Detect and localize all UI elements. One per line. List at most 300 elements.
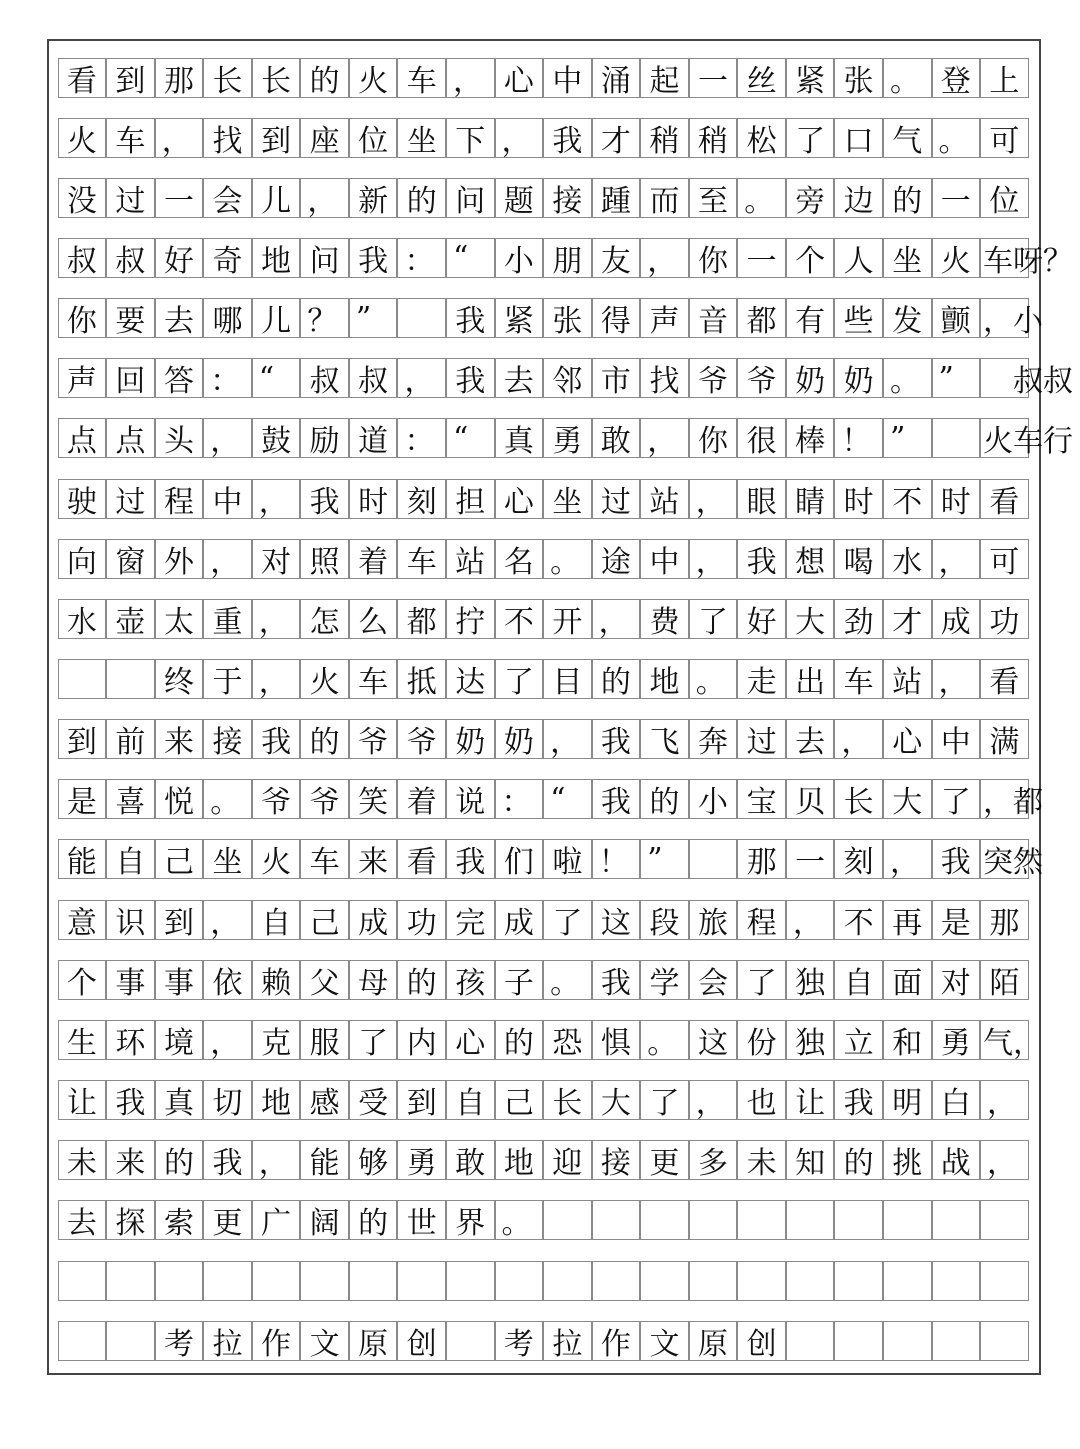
grid-cell: 答	[155, 358, 204, 398]
grid-cell: 时	[932, 479, 981, 519]
grid-cell: 母	[349, 960, 398, 1000]
grid-cell: 到	[252, 118, 301, 158]
grid-cell	[446, 1321, 495, 1361]
grid-cell: 。	[932, 118, 981, 158]
grid-cell: 阔	[300, 1200, 349, 1240]
grid-cell: 的	[397, 178, 446, 218]
grid-cell	[689, 1261, 738, 1301]
grid-cell: 那	[980, 900, 1029, 940]
grid-cell: 奶	[495, 719, 544, 759]
grid-cell	[106, 1261, 155, 1301]
grid-cell: 车	[106, 118, 155, 158]
grid-cell: 站	[883, 659, 932, 699]
grid-cell: 一	[737, 238, 786, 278]
grid-cell: ！	[834, 418, 883, 458]
grid-cell: 长	[834, 779, 883, 819]
grid-cell: ，	[932, 659, 981, 699]
grid-cell	[203, 1261, 252, 1301]
grid-cell: 我	[446, 839, 495, 879]
grid-cell	[737, 1261, 786, 1301]
grid-cell: 叔	[349, 358, 398, 398]
grid-cell: ，	[543, 719, 592, 759]
grid-cell: 车	[349, 659, 398, 699]
grid-cell: ，都	[980, 779, 1029, 819]
grid-cell: 么	[349, 599, 398, 639]
grid-cell: 不	[834, 900, 883, 940]
grid-cell: ，	[883, 839, 932, 879]
grid-cell: 能	[58, 839, 107, 879]
grid-cell: 点	[58, 418, 107, 458]
grid-cell	[883, 1200, 932, 1240]
grid-cell: 了	[640, 1080, 689, 1120]
grid-row	[59, 839, 1044, 881]
grid-cell: 看	[58, 58, 107, 98]
grid-row	[59, 1020, 1044, 1061]
grid-row	[59, 238, 1074, 279]
grid-cell	[689, 839, 738, 879]
grid-cell	[834, 1261, 883, 1301]
grid-cell	[883, 1321, 932, 1361]
grid-cell: 一	[786, 839, 835, 879]
grid-cell: 内	[397, 1020, 446, 1060]
grid-cell: ，	[834, 719, 883, 759]
grid-cell: 作	[252, 1321, 301, 1361]
grid-cell: ，	[980, 1140, 1029, 1180]
grid-cell: 中	[543, 58, 592, 98]
grid-cell: 达	[446, 659, 495, 699]
grid-cell: 让	[58, 1080, 107, 1120]
grid-cell: 可	[980, 539, 1029, 579]
grid-cell	[737, 1200, 786, 1240]
grid-cell: 勇	[543, 418, 592, 458]
grid-cell: 。	[640, 1020, 689, 1060]
grid-cell: 飞	[640, 719, 689, 759]
grid-cell: 都	[397, 599, 446, 639]
grid-cell: 题	[495, 178, 544, 218]
grid-cell: 才	[883, 599, 932, 639]
grid-cell: 了	[543, 900, 592, 940]
grid-cell	[592, 1200, 641, 1240]
grid-cell: 紧	[495, 298, 544, 338]
grid-cell: 宝	[737, 779, 786, 819]
grid-cell: 登	[932, 58, 981, 98]
grid-cell: 真	[155, 1080, 204, 1120]
grid-cell: 的	[300, 58, 349, 98]
grid-cell: 大	[592, 1080, 641, 1120]
grid-cell: 个	[786, 238, 835, 278]
grid-cell	[640, 1200, 689, 1240]
grid-cell: 丝	[737, 58, 786, 98]
grid-cell: 的	[834, 1140, 883, 1180]
grid-cell: 的	[300, 719, 349, 759]
grid-cell: 爷	[252, 779, 301, 819]
grid-cell: 大	[883, 779, 932, 819]
grid-cell: ，	[155, 118, 204, 158]
grid-cell: 有	[786, 298, 835, 338]
grid-cell: 份	[737, 1020, 786, 1060]
grid-cell: 不	[495, 599, 544, 639]
grid-cell: 战	[932, 1140, 981, 1180]
grid-cell: ：	[203, 358, 252, 398]
grid-cell: 我	[203, 1140, 252, 1180]
grid-cell: 对	[252, 539, 301, 579]
grid-row	[59, 960, 1030, 1000]
grid-cell: 己	[155, 839, 204, 879]
grid-cell: 自	[106, 839, 155, 879]
grid-cell: 看	[397, 839, 446, 879]
grid-cell: 创	[737, 1321, 786, 1361]
grid-cell: 儿	[252, 298, 301, 338]
grid-cell: ，	[689, 479, 738, 519]
grid-cell: 受	[349, 1080, 398, 1120]
grid-cell: 开	[543, 599, 592, 639]
grid-cell: 过	[592, 479, 641, 519]
grid-cell: ，	[397, 358, 446, 398]
grid-cell: 位	[980, 178, 1029, 218]
grid-cell: 好	[737, 599, 786, 639]
grid-cell	[58, 1321, 107, 1361]
grid-cell: 地	[252, 1080, 301, 1120]
grid-cell: 。	[737, 178, 786, 218]
grid-cell: ，	[980, 1080, 1029, 1120]
grid-cell: 长	[252, 58, 301, 98]
grid-cell: 涌	[592, 58, 641, 98]
grid-cell: 过	[737, 719, 786, 759]
grid-cell: ：	[397, 238, 446, 278]
grid-cell: ，	[203, 900, 252, 940]
grid-cell: 会	[689, 960, 738, 1000]
grid-row	[59, 1321, 1030, 1361]
grid-cell: 满	[980, 719, 1029, 759]
grid-cell	[980, 1321, 1029, 1361]
grid-cell: 考	[155, 1321, 204, 1361]
grid-cell	[592, 1261, 641, 1301]
grid-cell: 是	[932, 900, 981, 940]
grid-row	[59, 900, 1030, 940]
grid-cell: 过	[106, 178, 155, 218]
grid-cell: 奶	[446, 719, 495, 759]
grid-cell: 叔叔	[980, 358, 1029, 398]
grid-cell: 刻	[834, 839, 883, 879]
grid-cell: 面	[883, 960, 932, 1000]
grid-cell: ，	[252, 659, 301, 699]
grid-cell: 的	[155, 1140, 204, 1180]
grid-cell: 火	[349, 58, 398, 98]
grid-cell: 探	[106, 1200, 155, 1240]
grid-cell: 喝	[834, 539, 883, 579]
grid-cell: 广	[252, 1200, 301, 1240]
grid-cell: 奇	[203, 238, 252, 278]
grid-cell: 我	[932, 839, 981, 879]
grid-cell: 火	[300, 659, 349, 699]
grid-cell: 劲	[834, 599, 883, 639]
grid-row	[59, 599, 1030, 639]
grid-cell: 费	[640, 599, 689, 639]
grid-cell	[58, 659, 107, 699]
grid-cell: 贝	[786, 779, 835, 819]
grid-cell: 的	[592, 659, 641, 699]
grid-cell: 名	[495, 539, 544, 579]
grid-cell: 。	[203, 779, 252, 819]
grid-cell: 索	[155, 1200, 204, 1240]
grid-cell: ，	[252, 1140, 301, 1180]
grid-cell: 考	[495, 1321, 544, 1361]
grid-cell: 紧	[786, 58, 835, 98]
grid-cell: 。	[495, 1200, 544, 1240]
grid-cell: 坐	[203, 839, 252, 879]
grid-cell: 了	[689, 599, 738, 639]
grid-cell: 走	[737, 659, 786, 699]
grid-cell: 儿	[252, 178, 301, 218]
grid-cell: 刻	[397, 479, 446, 519]
grid-cell	[349, 1261, 398, 1301]
grid-cell: 了	[349, 1020, 398, 1060]
grid-cell: 小	[495, 238, 544, 278]
grid-cell: 车	[397, 58, 446, 98]
grid-cell: 。	[543, 960, 592, 1000]
grid-cell: 文	[640, 1321, 689, 1361]
grid-row	[59, 58, 1030, 98]
grid-cell: 可	[980, 118, 1029, 158]
grid-cell: 未	[58, 1140, 107, 1180]
grid-cell: 位	[349, 118, 398, 158]
grid-cell: 睛	[786, 479, 835, 519]
grid-cell: 环	[106, 1020, 155, 1060]
grid-row	[59, 118, 1030, 158]
grid-cell: 励	[300, 418, 349, 458]
grid-cell: 站	[640, 479, 689, 519]
grid-cell: ，	[932, 539, 981, 579]
grid-row	[59, 1200, 1030, 1240]
grid-cell: 找	[203, 118, 252, 158]
grid-cell: 外	[155, 539, 204, 579]
grid-cell: “	[252, 358, 301, 398]
grid-cell: 勇	[932, 1020, 981, 1060]
grid-cell	[932, 1321, 981, 1361]
grid-cell: 上	[980, 58, 1029, 98]
grid-cell: ，小	[980, 298, 1029, 338]
grid-cell: ，	[203, 539, 252, 579]
grid-cell: 我	[446, 358, 495, 398]
grid-cell: 悦	[155, 779, 204, 819]
grid-cell: 过	[106, 479, 155, 519]
grid-cell: 笑	[349, 779, 398, 819]
grid-cell: 去	[155, 298, 204, 338]
grid-cell: 哪	[203, 298, 252, 338]
grid-cell	[106, 1321, 155, 1361]
grid-cell: 才	[592, 118, 641, 158]
grid-cell: 棒	[786, 418, 835, 458]
grid-cell: 气	[883, 118, 932, 158]
grid-cell: 松	[737, 118, 786, 158]
grid-cell: 回	[106, 358, 155, 398]
grid-cell	[834, 1321, 883, 1361]
grid-cell: 依	[203, 960, 252, 1000]
grid-cell: ，	[495, 118, 544, 158]
grid-row	[59, 479, 1030, 519]
grid-cell: 勇	[397, 1140, 446, 1180]
grid-cell: 到	[106, 58, 155, 98]
grid-cell	[786, 1321, 835, 1361]
grid-cell: 作	[592, 1321, 641, 1361]
grid-cell	[397, 1261, 446, 1301]
grid-cell: 我	[446, 298, 495, 338]
grid-cell: 些	[834, 298, 883, 338]
grid-cell: 父	[300, 960, 349, 1000]
grid-cell	[155, 1261, 204, 1301]
grid-cell: 真	[495, 418, 544, 458]
grid-cell: 火车行	[980, 418, 1029, 458]
grid-cell: 立	[834, 1020, 883, 1060]
grid-cell: 生	[58, 1020, 107, 1060]
grid-cell: 己	[300, 900, 349, 940]
grid-cell: 恐	[543, 1020, 592, 1060]
grid-cell: 惧	[592, 1020, 641, 1060]
grid-cell: 到	[397, 1080, 446, 1120]
grid-cell: 了	[786, 118, 835, 158]
grid-cell: 问	[446, 178, 495, 218]
grid-cell: 人	[834, 238, 883, 278]
grid-cell: 的	[495, 1020, 544, 1060]
grid-cell: 没	[58, 178, 107, 218]
grid-row	[59, 1140, 1030, 1180]
grid-cell: 敢	[592, 418, 641, 458]
grid-cell: ，	[640, 238, 689, 278]
grid-cell: 文	[300, 1321, 349, 1361]
grid-cell: 稍	[640, 118, 689, 158]
grid-cell: 道	[349, 418, 398, 458]
grid-cell: 到	[58, 719, 107, 759]
grid-cell: 去	[495, 358, 544, 398]
grid-cell: 一	[932, 178, 981, 218]
grid-cell: 我	[592, 960, 641, 1000]
grid-cell: 爷	[397, 719, 446, 759]
grid-cell	[543, 1200, 592, 1240]
grid-cell: 来	[349, 839, 398, 879]
grid-cell: 稍	[689, 118, 738, 158]
grid-cell: 一	[155, 178, 204, 218]
grid-cell	[106, 659, 155, 699]
grid-cell: 说	[446, 779, 495, 819]
grid-cell: 孩	[446, 960, 495, 1000]
grid-cell: 独	[786, 1020, 835, 1060]
grid-cell: 成	[932, 599, 981, 639]
grid-cell: 切	[203, 1080, 252, 1120]
grid-cell	[932, 1200, 981, 1240]
grid-cell: 找	[640, 358, 689, 398]
grid-cell: 张	[834, 58, 883, 98]
grid-cell: 拧	[446, 599, 495, 639]
grid-cell: 发	[883, 298, 932, 338]
grid-cell: 也	[737, 1080, 786, 1120]
grid-cell: ：	[495, 779, 544, 819]
grid-cell: 爷	[300, 779, 349, 819]
grid-cell: ”	[932, 358, 981, 398]
grid-cell: ，	[252, 599, 301, 639]
grid-cell: ，	[592, 599, 641, 639]
grid-cell: 大	[786, 599, 835, 639]
grid-cell: 会	[203, 178, 252, 218]
grid-cell: 那	[155, 58, 204, 98]
grid-cell	[980, 1200, 1029, 1240]
grid-cell: 程	[155, 479, 204, 519]
grid-cell: 而	[640, 178, 689, 218]
grid-cell: 下	[446, 118, 495, 158]
grid-cell: 意	[58, 900, 107, 940]
grid-cell: 心	[446, 1020, 495, 1060]
grid-cell: 程	[737, 900, 786, 940]
grid-cell: 我	[543, 118, 592, 158]
grid-cell: 叔	[300, 358, 349, 398]
grid-cell	[786, 1261, 835, 1301]
grid-cell: 点	[106, 418, 155, 458]
grid-cell: 。	[883, 358, 932, 398]
grid-cell: 口	[834, 118, 883, 158]
grid-cell: 我	[300, 479, 349, 519]
grid-cell	[495, 1261, 544, 1301]
grid-cell: 地	[640, 659, 689, 699]
grid-cell: 识	[106, 900, 155, 940]
grid-cell: 音	[689, 298, 738, 338]
grid-cell: ，	[300, 178, 349, 218]
grid-cell: 迎	[543, 1140, 592, 1180]
grid-cell: 独	[786, 960, 835, 1000]
grid-cell: 坐	[397, 118, 446, 158]
grid-cell: 原	[689, 1321, 738, 1361]
grid-cell: 抵	[397, 659, 446, 699]
grid-cell: ，	[689, 539, 738, 579]
grid-cell: 未	[737, 1140, 786, 1180]
grid-cell: 去	[58, 1200, 107, 1240]
grid-cell: 世	[397, 1200, 446, 1240]
grid-cell: ？	[300, 298, 349, 338]
grid-cell: ，	[640, 418, 689, 458]
grid-cell	[980, 1261, 1029, 1301]
grid-cell: 目	[543, 659, 592, 699]
grid-cell: ，	[446, 58, 495, 98]
grid-cell: 完	[446, 900, 495, 940]
grid-cell: 自	[446, 1080, 495, 1120]
grid-cell: ”	[883, 418, 932, 458]
grid-cell: 了	[737, 960, 786, 1000]
grid-cell: 新	[349, 178, 398, 218]
grid-row	[59, 1080, 1030, 1120]
grid-cell: 拉	[203, 1321, 252, 1361]
grid-cell: 地	[252, 238, 301, 278]
grid-cell: 叔	[58, 238, 107, 278]
grid-cell: 头	[155, 418, 204, 458]
grid-cell: 了	[495, 659, 544, 699]
grid-cell: 你	[689, 418, 738, 458]
grid-cell: 要	[106, 298, 155, 338]
grid-cell: 心	[495, 479, 544, 519]
grid-cell: 车	[300, 839, 349, 879]
grid-cell: 叔	[106, 238, 155, 278]
grid-cell: 接	[203, 719, 252, 759]
grid-cell: 邻	[543, 358, 592, 398]
grid-cell: 车	[397, 539, 446, 579]
grid-cell: 地	[495, 1140, 544, 1180]
grid-cell: 创	[397, 1321, 446, 1361]
grid-row	[59, 719, 1030, 759]
grid-cell: 我	[834, 1080, 883, 1120]
grid-cell: 感	[300, 1080, 349, 1120]
grid-cell: “	[543, 779, 592, 819]
grid-cell: 段	[640, 900, 689, 940]
grid-cell	[640, 1261, 689, 1301]
grid-cell: 服	[300, 1020, 349, 1060]
grid-cell: 朋	[543, 238, 592, 278]
